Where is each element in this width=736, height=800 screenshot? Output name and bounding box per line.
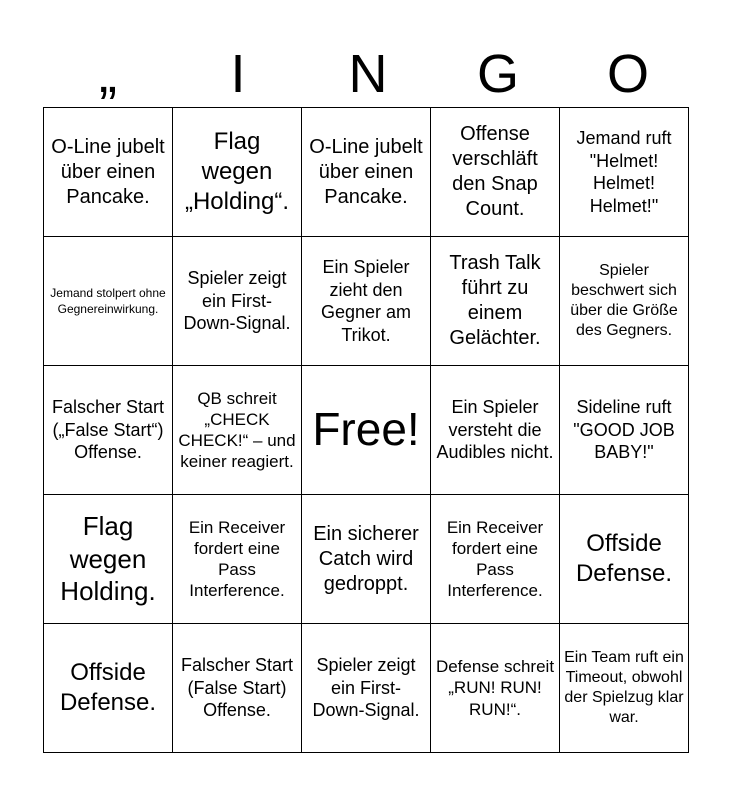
- bingo-cell[interactable]: Ein Spieler zieht den Gegner am Trikot.: [302, 237, 431, 366]
- bingo-cell[interactable]: Defense schreit „RUN! RUN! RUN!“.: [431, 624, 560, 753]
- board-row: [44, 624, 689, 753]
- bingo-cell[interactable]: Ein sicherer Catch wird gedroppt.: [302, 495, 431, 624]
- bingo-cell[interactable]: O-Line jubelt über einen Pancake.: [44, 108, 173, 237]
- header-letter-5: O: [606, 44, 649, 104]
- bingo-cell[interactable]: O-Line jubelt über einen Pancake.: [302, 108, 431, 237]
- header-letter-1: „: [99, 44, 117, 104]
- bingo-cell[interactable]: Spieler zeigt ein First-Down-Signal.: [173, 237, 302, 366]
- bingo-cell[interactable]: Flag wegen „Holding“.: [173, 108, 302, 237]
- free-cell[interactable]: Free!: [302, 366, 431, 495]
- bingo-cell[interactable]: Offside Defense.: [44, 624, 173, 753]
- bingo-cell[interactable]: Spieler zeigt ein First-Down-Signal.: [302, 624, 431, 753]
- header-letter-3: N: [348, 44, 388, 104]
- header-letter-2: I: [230, 44, 246, 104]
- bingo-cell[interactable]: Falscher Start (False Start) Offense.: [173, 624, 302, 753]
- bingo-cell[interactable]: Ein Receiver fordert eine Pass Interference.: [173, 495, 302, 624]
- bingo-cell[interactable]: Ein Receiver fordert eine Pass Interference.: [431, 495, 560, 624]
- bingo-cell[interactable]: Offense verschläft den Snap Count.: [431, 108, 560, 237]
- bingo-header: [43, 42, 693, 106]
- bingo-cell[interactable]: Trash Talk führt zu einem Gelächter.: [431, 237, 560, 366]
- board-row: [44, 495, 689, 624]
- board-row: [44, 366, 689, 495]
- bingo-cell[interactable]: Jemand ruft "Helmet! Helmet! Helmet!": [560, 108, 689, 237]
- bingo-board: [43, 107, 689, 753]
- bingo-cell[interactable]: Offside Defense.: [560, 495, 689, 624]
- bingo-cell[interactable]: Flag wegen Holding.: [44, 495, 173, 624]
- header-letter-4: G: [476, 44, 519, 104]
- board-row: [44, 237, 689, 366]
- bingo-cell[interactable]: Sideline ruft "GOOD JOB BABY!": [560, 366, 689, 495]
- bingo-cell[interactable]: Jemand stolpert ohne Gegnereinwirkung.: [44, 237, 173, 366]
- board-row: [44, 108, 689, 237]
- bingo-cell[interactable]: Ein Team ruft ein Timeout, obwohl der Spielzug klar war.: [560, 624, 689, 753]
- bingo-cell[interactable]: Falscher Start („False Start“) Offense.: [44, 366, 173, 495]
- bingo-cell[interactable]: Spieler beschwert sich über die Größe des Gegners.: [560, 237, 689, 366]
- bingo-cell[interactable]: QB schreit „CHECK CHECK!“ – und keiner reagiert.: [173, 366, 302, 495]
- bingo-cell[interactable]: Ein Spieler versteht die Audibles nicht.: [431, 366, 560, 495]
